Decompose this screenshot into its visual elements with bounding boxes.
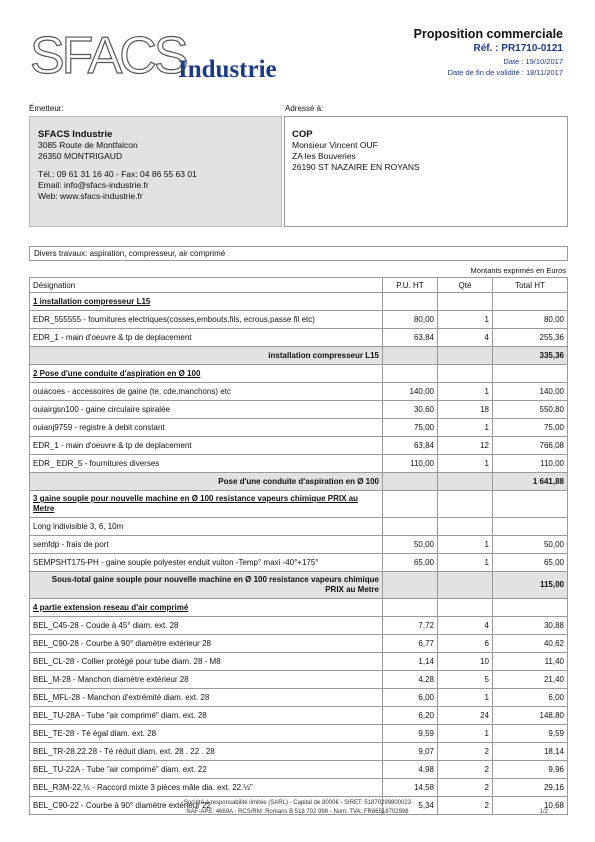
- currency-note: Montants exprimés en Euros: [470, 266, 566, 275]
- quantity-cell: [438, 491, 493, 518]
- unit-price-cell: 14,58: [383, 779, 438, 797]
- quantity-cell: [438, 347, 493, 365]
- table-row: [30, 383, 568, 401]
- designation-cell: BEL_C45-28 - Coude à 45° diam. ext. 28: [30, 617, 383, 635]
- column-header-unit-price: P.U. HT: [383, 278, 438, 293]
- section-header-row: [30, 491, 568, 518]
- footer-legal-line2: NAF-APE: 4669A - RCS/RM: Romans B 518 702 998 - Num. TVA: FR86518702998: [186, 809, 409, 815]
- recipient-label: Adressé à:: [285, 104, 324, 113]
- table-row: [30, 437, 568, 455]
- total-cell: 550,80: [493, 401, 568, 419]
- unit-price-cell: 5,34: [383, 797, 438, 815]
- table-row: [30, 554, 568, 572]
- table-row: [30, 536, 568, 554]
- subtotal-row: [30, 473, 568, 491]
- subtotal-row: [30, 572, 568, 599]
- quantity-cell: 1: [438, 554, 493, 572]
- designation-cell: BEL_C90-22 - Courbe à 90° diamètre extérieur 22: [30, 797, 383, 815]
- table-row: [30, 401, 568, 419]
- designation-cell: EDR_555555 - fournitures electriques(cosses,embouts,fils, ecrous,passe fil etc): [30, 311, 383, 329]
- designation-cell: 4 partie extension reseau d'air comprimé: [30, 599, 383, 617]
- unit-price-cell: 7,72: [383, 617, 438, 635]
- table-row: [30, 689, 568, 707]
- unit-price-cell: [383, 293, 438, 311]
- total-cell: 255,36: [493, 329, 568, 347]
- unit-price-cell: 9,07: [383, 743, 438, 761]
- table-row: [30, 455, 568, 473]
- total-cell: 40,62: [493, 635, 568, 653]
- recipient-name: COP: [292, 129, 313, 140]
- total-cell: [493, 293, 568, 311]
- unit-price-cell: [383, 365, 438, 383]
- unit-price-cell: 6,20: [383, 707, 438, 725]
- quantity-cell: [438, 473, 493, 491]
- table-row: [30, 617, 568, 635]
- designation-cell: 3 gaine souple pour nouvelle machine en Ø 100 resistance vapeurs chimique PRIX au Metre: [30, 491, 383, 518]
- sender-website[interactable]: Web: www.sfacs-industrie.fr: [38, 191, 143, 201]
- document-date: Date : 19/10/2017: [503, 57, 563, 66]
- table-row: [30, 671, 568, 689]
- quantity-cell: 1: [438, 455, 493, 473]
- designation-cell: BEL_R3M-22.½ - Raccord mixte 3 pièces mâle dia. ext. 22.½": [30, 779, 383, 797]
- designation-cell: BEL_C90-28 - Courbe à 90° diamètre extérieur 28: [30, 635, 383, 653]
- total-cell: 50,00: [493, 536, 568, 554]
- quantity-cell: 2: [438, 779, 493, 797]
- designation-cell: Pose d'une conduite d'aspiration en Ø 100: [30, 473, 383, 491]
- total-cell: 140,00: [493, 383, 568, 401]
- total-cell: 29,16: [493, 779, 568, 797]
- unit-price-cell: 50,00: [383, 536, 438, 554]
- recipient-address-line2: 26190 ST NAZAIRE EN ROYANS: [292, 162, 420, 172]
- quantity-cell: 1: [438, 689, 493, 707]
- designation-cell: SEMPSHT175-PH - gaine souple polyester enduit vuiton -Temp° maxi -40°+175°: [30, 554, 383, 572]
- total-cell: 11,40: [493, 653, 568, 671]
- subtotal-row: [30, 347, 568, 365]
- designation-cell: BEL_TU-28A - Tube "air comprimé" diam. ext. 28: [30, 707, 383, 725]
- quantity-cell: 10: [438, 653, 493, 671]
- unit-price-cell: [383, 572, 438, 599]
- quantity-cell: 5: [438, 671, 493, 689]
- section-header-row: [30, 365, 568, 383]
- document-title: Proposition commerciale: [413, 27, 563, 41]
- designation-cell: ouiacoes - accessoires de gaine (te, cde,manchons) etc: [30, 383, 383, 401]
- quantity-cell: 12: [438, 437, 493, 455]
- table-row: [30, 419, 568, 437]
- quantity-cell: [438, 365, 493, 383]
- section-header-row: [30, 293, 568, 311]
- page-number: 1/2: [539, 809, 548, 815]
- total-cell: 80,00: [493, 311, 568, 329]
- designation-cell: EDR_1 - main d'oeuvre & tp de deplacement: [30, 437, 383, 455]
- total-cell: 10,68: [493, 797, 568, 815]
- quantity-cell: 1: [438, 383, 493, 401]
- sender-email[interactable]: Email: info@sfacs-industrie.fr: [38, 180, 149, 190]
- section-header-row: [30, 599, 568, 617]
- sender-address-line2: 26350 MONTRIGAUD: [38, 151, 123, 161]
- table-header-row: [30, 278, 568, 293]
- total-cell: 18,14: [493, 743, 568, 761]
- designation-cell: ouianj9759 - registre à debit constant: [30, 419, 383, 437]
- line-items-table: [29, 277, 568, 815]
- total-cell: 335,36: [493, 347, 568, 365]
- sender-phone: Tél.: 09 61 31 16 40 - Fax: 04 86 55 63 01: [38, 169, 197, 179]
- quantity-cell: 4: [438, 329, 493, 347]
- table-row: [30, 761, 568, 779]
- unit-price-cell: 6,00: [383, 689, 438, 707]
- unit-price-cell: [383, 347, 438, 365]
- unit-price-cell: 9,59: [383, 725, 438, 743]
- recipient-contact: Monsieur Vincent OUF: [292, 140, 378, 150]
- column-header-quantity: Qté: [438, 278, 493, 293]
- designation-cell: ouiairgsn100 - gaine circulaire spiralée: [30, 401, 383, 419]
- column-header-designation: Désignation: [30, 278, 383, 293]
- validity-date: Date de fin de validité : 18/11/2017: [447, 68, 563, 77]
- unit-price-cell: [383, 491, 438, 518]
- unit-price-cell: 110,00: [383, 455, 438, 473]
- recipient-box: [284, 116, 568, 227]
- total-cell: 9,96: [493, 761, 568, 779]
- total-cell: 115,00: [493, 572, 568, 599]
- sender-box: [29, 116, 282, 227]
- designation-cell: installation compresseur L15: [30, 347, 383, 365]
- quantity-cell: [438, 572, 493, 599]
- table-row: [30, 743, 568, 761]
- total-cell: 21,40: [493, 671, 568, 689]
- line-items-body: [30, 293, 568, 815]
- sender-label: Émetteur:: [29, 104, 64, 113]
- proposal-subject: Divers travaux: aspiration, compresseur, air comprimé: [29, 246, 568, 261]
- table-row: [30, 518, 568, 536]
- quantity-cell: 1: [438, 725, 493, 743]
- designation-cell: BEL_TR-28.22.28 - Té réduit diam. ext. 28 . 22 . 28: [30, 743, 383, 761]
- total-cell: [493, 518, 568, 536]
- unit-price-cell: [383, 518, 438, 536]
- quantity-cell: 2: [438, 761, 493, 779]
- designation-cell: EDR_ EDR_5 - fournitures diverses: [30, 455, 383, 473]
- unit-price-cell: 1,14: [383, 653, 438, 671]
- unit-price-cell: [383, 599, 438, 617]
- total-cell: [493, 491, 568, 518]
- quantity-cell: [438, 293, 493, 311]
- quantity-cell: 2: [438, 797, 493, 815]
- quantity-cell: [438, 518, 493, 536]
- quantity-cell: 24: [438, 707, 493, 725]
- unit-price-cell: 6,77: [383, 635, 438, 653]
- designation-cell: BEL_TE-28 - Té égal diam. ext. 28: [30, 725, 383, 743]
- total-cell: [493, 365, 568, 383]
- quantity-cell: 4: [438, 617, 493, 635]
- unit-price-cell: 75,00: [383, 419, 438, 437]
- unit-price-cell: 63,84: [383, 437, 438, 455]
- total-cell: 65,00: [493, 554, 568, 572]
- unit-price-cell: 65,00: [383, 554, 438, 572]
- designation-cell: BEL_TU-22A - Tube "air comprimé" diam. ext. 22: [30, 761, 383, 779]
- total-cell: 1 641,88: [493, 473, 568, 491]
- total-cell: [493, 599, 568, 617]
- table-row: [30, 653, 568, 671]
- total-cell: 6,00: [493, 689, 568, 707]
- table-row: [30, 779, 568, 797]
- designation-cell: Long indivisible 3, 6, 10m: [30, 518, 383, 536]
- designation-cell: BEL_M-28 - Manchon diamètre extérieur 28: [30, 671, 383, 689]
- quantity-cell: 1: [438, 311, 493, 329]
- total-cell: 110,00: [493, 455, 568, 473]
- column-header-total: Total HT: [493, 278, 568, 293]
- designation-cell: BEL_CL-28 - Collier protégé pour tube diam. 28 - M8: [30, 653, 383, 671]
- document-reference: Réf. : PR1710-0121: [473, 43, 563, 54]
- unit-price-cell: 30,60: [383, 401, 438, 419]
- table-row: [30, 725, 568, 743]
- table-row: [30, 311, 568, 329]
- quantity-cell: 18: [438, 401, 493, 419]
- quantity-cell: 1: [438, 419, 493, 437]
- total-cell: 9,59: [493, 725, 568, 743]
- table-row: [30, 707, 568, 725]
- unit-price-cell: 140,00: [383, 383, 438, 401]
- unit-price-cell: 4,98: [383, 761, 438, 779]
- sender-name: SFACS Industrie: [38, 129, 113, 140]
- quantity-cell: 1: [438, 536, 493, 554]
- total-cell: 30,88: [493, 617, 568, 635]
- company-logo: SFACS: [30, 27, 186, 85]
- designation-cell: Sous-total gaine souple pour nouvelle machine en Ø 100 resistance vapeurs chimique PRIX au Metre: [30, 572, 383, 599]
- company-logo-subtitle: Industrie: [178, 56, 277, 83]
- unit-price-cell: 63,84: [383, 329, 438, 347]
- total-cell: 75,00: [493, 419, 568, 437]
- designation-cell: BEL_MFL-28 - Manchon d'extrémité diam. ext. 28: [30, 689, 383, 707]
- table-row: [30, 329, 568, 347]
- designation-cell: EDR_1 - main d'oeuvre & tp de deplacement: [30, 329, 383, 347]
- unit-price-cell: [383, 473, 438, 491]
- recipient-address-line1: ZA les Bouveries: [292, 151, 356, 161]
- unit-price-cell: 4,28: [383, 671, 438, 689]
- unit-price-cell: 80,00: [383, 311, 438, 329]
- designation-cell: 1 installation compresseur L15: [30, 293, 383, 311]
- quantity-cell: 2: [438, 743, 493, 761]
- total-cell: 766,08: [493, 437, 568, 455]
- designation-cell: semfdp - frais de port: [30, 536, 383, 554]
- total-cell: 148,80: [493, 707, 568, 725]
- sender-address-line1: 3085 Route de Montfalcon: [38, 140, 138, 150]
- designation-cell: 2 Pose d'une conduite d'aspiration en Ø 100: [30, 365, 383, 383]
- table-row: [30, 635, 568, 653]
- quantity-cell: 6: [438, 635, 493, 653]
- quantity-cell: [438, 599, 493, 617]
- footer-legal-line1: Société à responsabilité limitée (SARL) - Capital de 8000€ - SIRET: 51870299800023: [183, 800, 412, 806]
